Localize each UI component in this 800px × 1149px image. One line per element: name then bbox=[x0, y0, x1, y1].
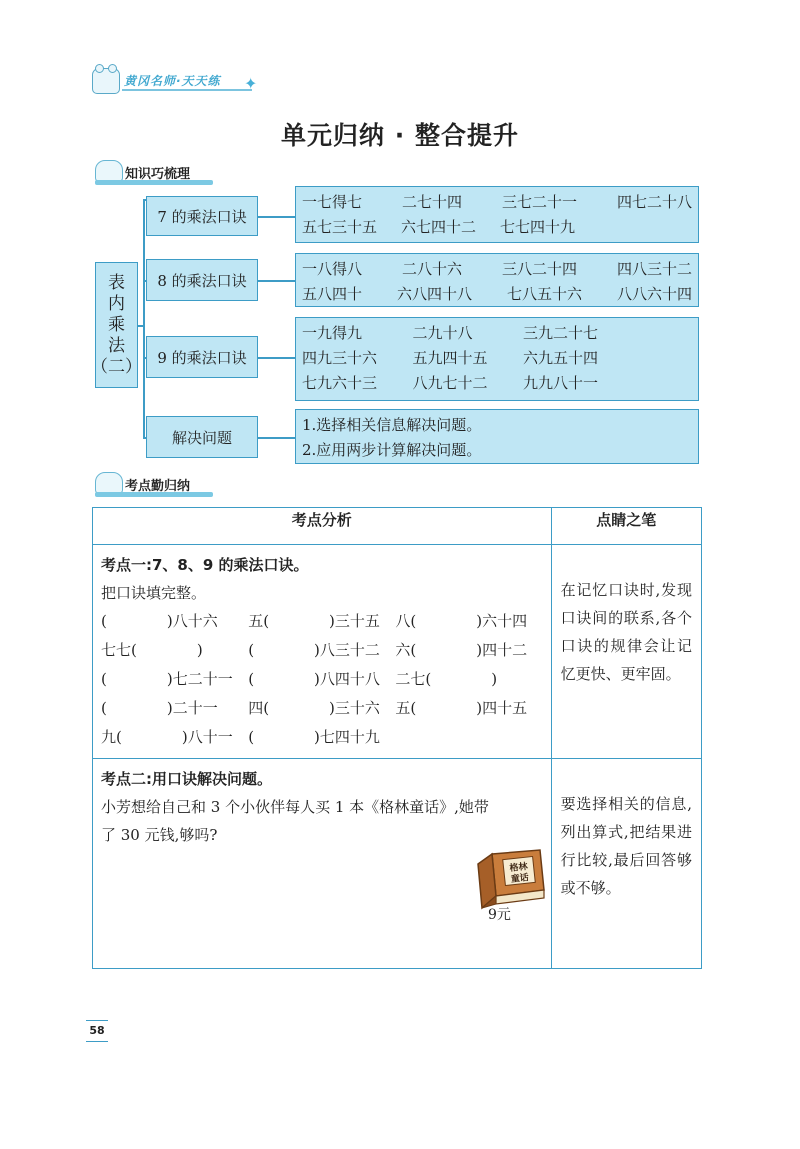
rhyme: 八九七十二 bbox=[412, 374, 488, 392]
connector-line bbox=[143, 199, 145, 438]
brand-header bbox=[92, 68, 262, 96]
fill-blank-item[interactable]: 九( )八十一 bbox=[101, 728, 233, 746]
section-heading-knowledge bbox=[95, 160, 235, 186]
fill-blank-item[interactable]: 八( )六十四 bbox=[395, 612, 528, 630]
branch-content-8 bbox=[295, 253, 699, 307]
point1-cell bbox=[93, 545, 552, 759]
connector-line bbox=[258, 357, 295, 359]
rhyme: 一八得八 bbox=[302, 260, 363, 278]
root-char: （二） bbox=[91, 356, 142, 377]
root-char: 表 bbox=[108, 272, 125, 293]
fill-blank-item[interactable]: ( )八十六 bbox=[101, 612, 218, 630]
point2-note-cell bbox=[551, 759, 701, 969]
connector-line bbox=[258, 216, 295, 218]
fill-blank-item[interactable]: 六( )四十二 bbox=[395, 641, 528, 659]
root-char: 内 bbox=[108, 293, 125, 314]
rhyme: 六八四十八 bbox=[396, 285, 472, 303]
fill-blank-item[interactable]: ( )二十一 bbox=[101, 699, 218, 717]
rhyme: 四九三十六 bbox=[302, 349, 378, 367]
connector-line bbox=[258, 437, 295, 439]
col-header-tips: 点睛之笔 bbox=[551, 508, 701, 545]
fill-blank-item[interactable]: 五( )四十五 bbox=[395, 699, 528, 717]
rhyme: 四七二十八 bbox=[616, 193, 692, 211]
rhyme: 五八四十 bbox=[302, 285, 363, 303]
point2-text: 了 30 元钱,够吗? bbox=[101, 826, 218, 844]
fill-blank-item[interactable]: ( )七二十一 bbox=[101, 670, 233, 688]
book-title-text: 格林 bbox=[509, 862, 529, 874]
rhyme: 九九八十一 bbox=[522, 374, 598, 392]
point1-instruction: 把口诀填完整。 bbox=[101, 584, 207, 602]
branch-content-7 bbox=[295, 186, 699, 243]
keypoint-table bbox=[92, 507, 702, 969]
page-number: 58 bbox=[86, 1020, 108, 1042]
book-price: 9元 bbox=[488, 907, 511, 923]
rhyme: 二九十八 bbox=[412, 324, 473, 342]
branch-label-8: 8 的乘法口诀 bbox=[146, 259, 258, 301]
book-icon bbox=[474, 846, 548, 912]
rhyme: 六九五十四 bbox=[522, 349, 598, 367]
branch-content-9 bbox=[295, 317, 699, 401]
rhyme: 七八五十六 bbox=[506, 285, 582, 303]
root-char: 法 bbox=[108, 335, 125, 356]
book-title-text: 童话 bbox=[510, 873, 530, 885]
brand-underline bbox=[122, 89, 252, 91]
point2-text: 小芳想给自己和 3 个小伙伴每人买 1 本《格林童话》,她带 bbox=[101, 798, 489, 816]
brand-text: 黄冈名师·天天练 bbox=[124, 74, 221, 88]
point1-title: 考点一:7、8、9 的乘法口诀。 bbox=[101, 556, 309, 574]
branch-label-9: 9 的乘法口诀 bbox=[146, 336, 258, 378]
bear-logo-icon bbox=[92, 68, 120, 94]
fill-blank-item[interactable]: 七七( ) bbox=[101, 641, 203, 659]
rhyme: 五七三十五 bbox=[302, 218, 378, 236]
col-header-analysis: 考点分析 bbox=[93, 508, 552, 545]
section-label: 考点勤归纳 bbox=[125, 479, 191, 494]
section-heading-keypoints bbox=[95, 472, 235, 498]
rhyme: 一九得九 bbox=[302, 324, 363, 342]
rhyme: 三七二十一 bbox=[501, 193, 577, 211]
point1-note-cell bbox=[551, 545, 701, 759]
problem-item: 2.应用两步计算解决问题。 bbox=[302, 441, 482, 459]
fill-blank-item[interactable]: ( )八三十二 bbox=[248, 641, 380, 659]
problem-item: 1.选择相关信息解决问题。 bbox=[302, 416, 482, 434]
tree-root bbox=[91, 262, 142, 388]
rhyme: 四八三十二 bbox=[616, 260, 692, 278]
page-title: 单元归纳 · 整合提升 bbox=[281, 121, 519, 150]
rhyme: 八八六十四 bbox=[616, 285, 692, 303]
fill-blank-item[interactable]: 五( )三十五 bbox=[248, 612, 380, 630]
root-char: 乘 bbox=[108, 314, 125, 335]
rhyme: 三九二十七 bbox=[522, 324, 598, 342]
star-icon: ✦ bbox=[244, 74, 258, 93]
rhyme: 七九六十三 bbox=[302, 374, 378, 392]
fill-blank-grid bbox=[101, 607, 543, 752]
branch-content-problem bbox=[295, 409, 699, 464]
fill-blank-item[interactable]: 四( )三十六 bbox=[248, 699, 380, 717]
branch-label-problem: 解决问题 bbox=[146, 416, 258, 458]
rhyme: 二七十四 bbox=[401, 193, 462, 211]
connector-line bbox=[258, 280, 295, 282]
point1-note: 在记忆口诀时,发现口诀间的联系,各个口诀的规律会让记忆更快、更牢固。 bbox=[560, 581, 692, 683]
rhyme: 五九四十五 bbox=[412, 349, 488, 367]
section-label: 知识巧梳理 bbox=[125, 167, 191, 182]
rhyme: 七七四十九 bbox=[500, 218, 576, 236]
fill-blank-item[interactable]: ( )七四十九 bbox=[248, 728, 380, 746]
point2-note: 要选择相关的信息,列出算式,把结果进行比较,最后回答够或不够。 bbox=[560, 795, 692, 897]
point2-title: 考点二:用口诀解决问题。 bbox=[101, 770, 272, 788]
rhyme: 二八十六 bbox=[401, 260, 462, 278]
rhyme: 六七四十二 bbox=[401, 218, 477, 236]
cloud-icon bbox=[95, 472, 123, 494]
fill-blank-item[interactable]: ( )八四十八 bbox=[248, 670, 380, 688]
rhyme: 一七得七 bbox=[302, 193, 363, 211]
cloud-icon bbox=[95, 160, 123, 182]
rhyme: 三八二十四 bbox=[501, 260, 577, 278]
fill-blank-item[interactable]: 二七( ) bbox=[395, 670, 498, 688]
branch-label-7: 7 的乘法口诀 bbox=[146, 196, 258, 236]
